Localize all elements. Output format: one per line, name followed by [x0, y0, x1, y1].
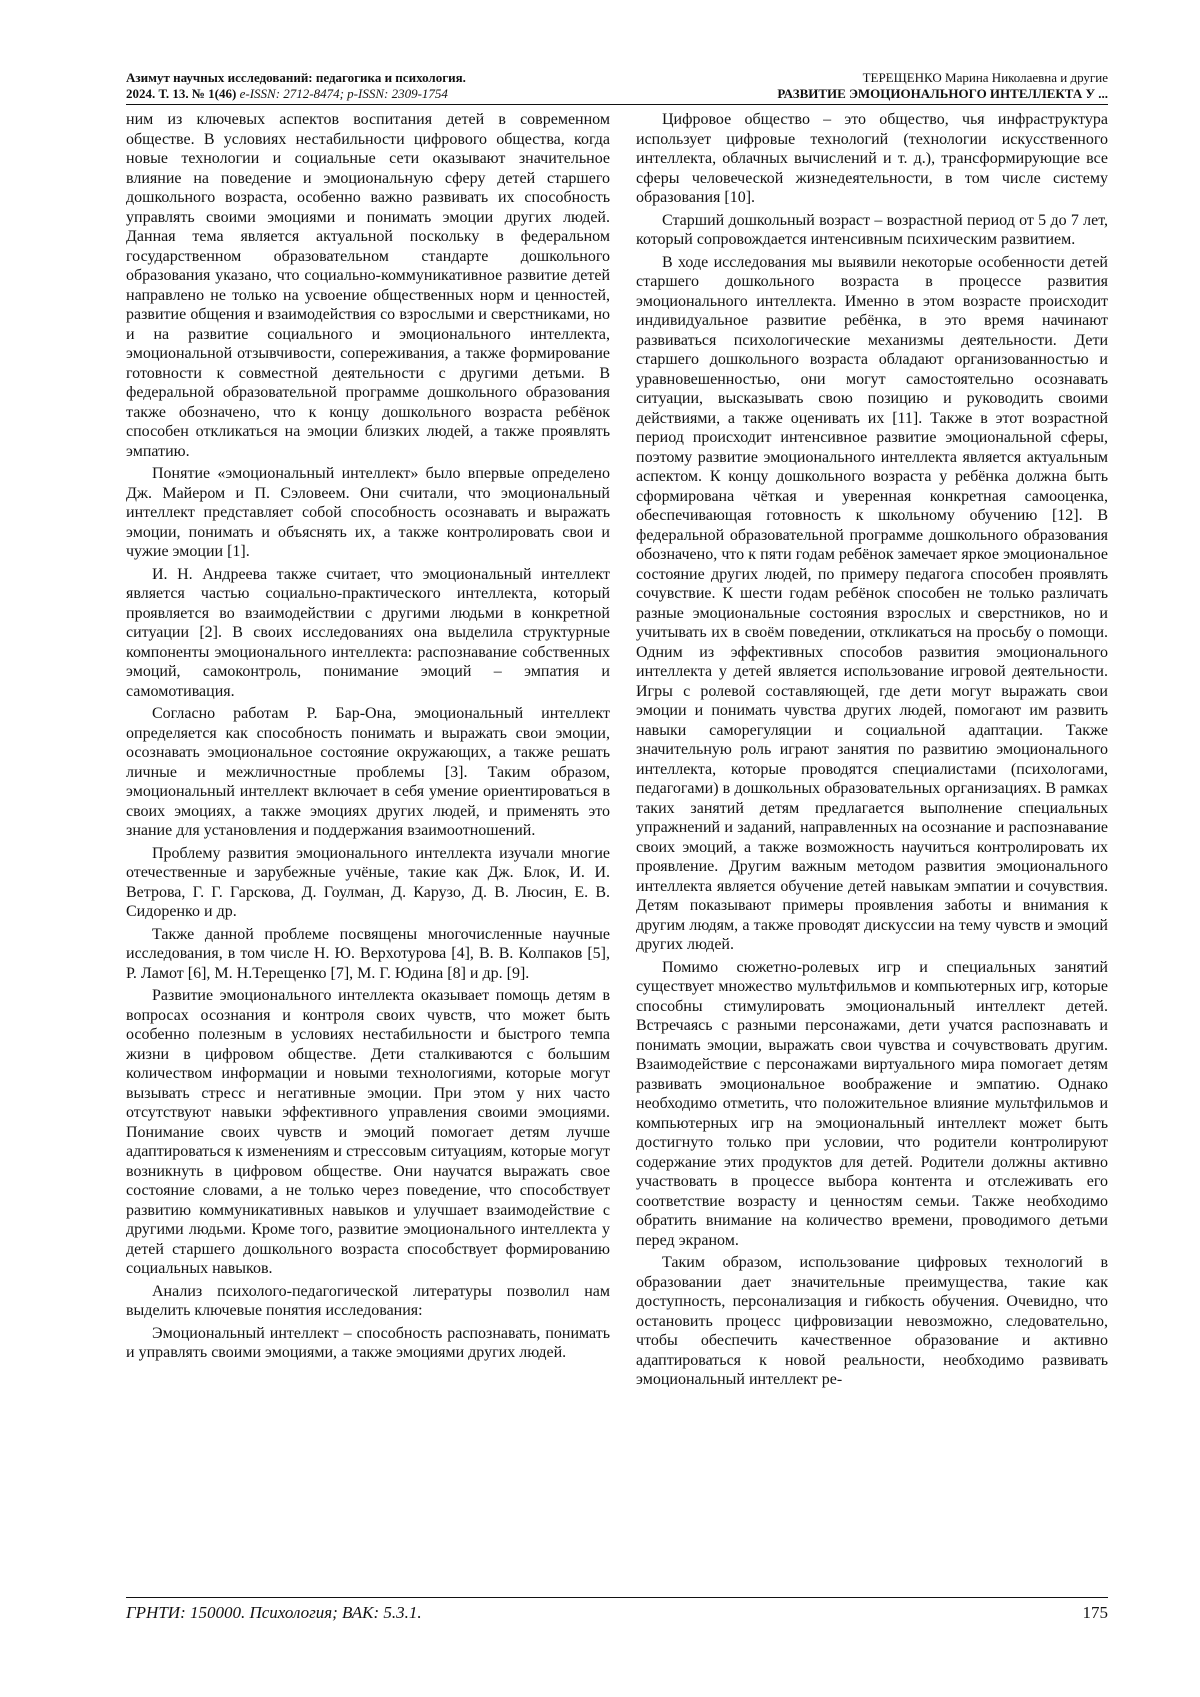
- running-header: [126, 70, 1108, 104]
- paragraph: В ходе исследования мы выявили некоторые особенности детей старшего дошкольного возраста в процессе развития эмоционального интеллекта. Именно в этом возрасте происходит индивидуальное развитие ребёнка, в это время начинают развиваться психологические механизмы деятельности. Дети старшего дошкольного возраста обладают организованностью и уравновешенностью, они могут самостоятельно осознавать ситуации, высказывать свою позицию и руководить своими действиями, а также оценивать их [11]. Также в этот возрастной период происходит интенсивное развитие эмоциональной сферы, поэтому развитие эмоционального интеллекта является актуальным аспектом. К концу дошкольного возраста у ребёнка должна быть сформирована чёткая и уверенная конкретная самооценка, обеспечивающая готовность к школьному обучению [12]. В федеральной образовательной программе дошкольного образования обозначено, что к пяти годам ребёнок замечает яркое эмоциональное состояние других людей, по примеру педагога способен проявлять сочувствие. К шести годам ребёнок способен не только различать разные эмоциональные состояния взрослых и сверстников, но и учитывать их в своём поведении, откликаться на просьбу о помощи. Одним из эффективных способов развития эмоционального интеллекта у детей является использование игровой деятельности. Игры с ролевой составляющей, где дети могут выражать свои эмоции и понимать чувства других людей, помогают им развить навыки саморегуляции и социальной адаптации. Также значительную роль играют занятия по развитию эмоционального интеллекта, которые проводятся специалистами (психологами, педагогами) в дошкольных образовательных организациях. В рамках таких занятий детям предлагается выполнение специальных упражнений и заданий, направленных на осознание и распознавание своих эмоций, а также возможность научиться контролировать их проявление. Другим важным методом развития эмоционального интеллекта является обучение детей навыкам эмпатии и сочувствия. Детям показывают примеры проявления заботы и внимания к другим людям, а также проводят дискуссии на тему чувств и эмоций других людей.: [636, 253, 1108, 953]
- paragraph: Таким образом, использование цифровых технологий в образовании дает значительные преимущества, такие как доступность, персонализация и гибкость обучения. Очевидно, что остановить процесс цифровизации невозможно, следовательно, чтобы обеспечить качественное образование и активно адаптироваться к новой реальности, необходимо развивать эмоциональный интеллект ре-: [636, 1254, 1108, 1388]
- header-journal-info: [126, 70, 466, 102]
- paragraph: ним из ключевых аспектов воспитания детей в современном обществе. В условиях нестабильности цифрового общества, когда новые технологии и социальные сети оказывают значительное влияние на поведение и эмоциональную сферу детей старшего дошкольного возраста, особенно важно развивать их способность управлять своими эмоциями и понимать эмоции других людей. Данная тема является актуальной поскольку в федеральном государственном образовательном стандарте дошкольного образования указано, что социально-коммуникативное развитие детей направлено не только на усвоение общественных норм и ценностей, развитие общения и взаимодействия со взрослыми и сверстниками, но и на развитие социального и эмоционального интеллекта, эмоциональной отзывчивости, сопереживания, а также формирование готовности к совместной деятельности с другими детьми. В федеральной образовательной программе дошкольного образования также обозначено, что к концу дошкольного возраста ребёнок способен откликаться на эмоции близких людей, а также проявлять эмпатию.: [126, 111, 610, 460]
- header-article-info: [777, 70, 1108, 102]
- paragraph: Понятие «эмоциональный интеллект» было впервые определено Дж. Майером и П. Сэловеем. Они считали, что эмоциональный интеллект представляет собой способность осознавать и выражать эмоции, понимать и объяснять их, а также контролировать свои и чужие эмоции [1].: [126, 465, 610, 560]
- paragraph: Старший дошкольный возраст – возрастной период от 5 до 7 лет, который сопровождается интенсивным психическим развитием.: [636, 211, 1108, 248]
- journal-title: Азимут научных исследований: педагогика и психология.: [126, 70, 466, 85]
- footer-divider: [126, 1597, 1108, 1598]
- journal-issue-line: [126, 86, 466, 102]
- paragraph: Эмоциональный интеллект – способность распознавать, понимать и управлять своими эмоциями, а также эмоциями других людей.: [126, 1324, 610, 1361]
- paragraph: Согласно работам Р. Бар-Она, эмоциональный интеллект определяется как способность понимать и выражать свои эмоции, осознавать эмоциональное состояние окружающих, а также решать личные и межличностные проблемы [3]. Таким образом, эмоциональный интеллект включает в себя умение ориентироваться в своих эмоциях, а также эмоциях других людей, и применять это знание для установления и поддержания взаимоотношений.: [126, 705, 610, 839]
- footer-classification: ГРНТИ: 150000. Психология; ВАК: 5.3.1.: [126, 1603, 422, 1622]
- article-authors: ТЕРЕЩЕНКО Марина Николаевна и другие: [862, 70, 1108, 85]
- right-column: [636, 110, 1108, 1592]
- page-number: 175: [1082, 1603, 1108, 1622]
- paragraph: И. Н. Андреева также считает, что эмоциональный интеллект является частью социально-практического интеллекта, который проявляется во взаимодействии с другими людьми в конкретной ситуации [2]. В своих исследованиях она выделила структурные компоненты эмоционального интеллекта: распознавание собственных эмоций, самоконтроль, понимание эмоций – эмпатия и самомотивация.: [126, 565, 610, 700]
- journal-issue: 2024. Т. 13. № 1(46): [126, 86, 237, 101]
- journal-issn: e-ISSN: 2712-8474; p-ISSN: 2309-1754: [239, 86, 448, 101]
- paragraph: Цифровое общество – это общество, чья инфраструктура использует цифровые технологий (технологии искусственного интеллекта, облачных вычислений и т. д.), трансформирующие все сферы человеческой жизнедеятельности, в том числе систему образования [10].: [636, 111, 1108, 206]
- article-title: РАЗВИТИЕ ЭМОЦИОНАЛЬНОГО ИНТЕЛЛЕКТА У ...: [777, 86, 1108, 101]
- paragraph: Также данной проблеме посвящены многочисленные научные исследования, в том числе Н. Ю. Верхотурова [4], В. В. Колпаков [5], Р. Ламот [6], М. Н.Терещенко [7], М. Г. Юдина [8] и др. [9].: [126, 925, 610, 982]
- paragraph: Анализ психолого-педагогической литературы позволил нам выделить ключевые понятия исследования:: [126, 1282, 610, 1319]
- left-column: [126, 110, 610, 1592]
- page-footer: [126, 1602, 1108, 1626]
- paragraph: Проблему развития эмоционального интеллекта изучали многие отечественные и зарубежные учёные, такие как Дж. Блок, И. И. Ветрова, Г. Г. Гарскова, Д. Гоулман, Д. Карузо, Д. В. Люсин, Е. В. Сидоренко и др.: [126, 844, 610, 920]
- header-divider: [126, 104, 1108, 105]
- paragraph: Помимо сюжетно-ролевых игр и специальных занятий существует множество мультфильмов и компьютерных игр, которые способны стимулировать эмоциональный интеллект детей. Встречаясь с разными персонажами, дети учатся распознавать и понимать эмоции, выражать свои чувства и сочувствовать другим. Взаимодействие с персонажами виртуального мира помогает детям развивать эмоциональное воображение и эмпатию. Однако необходимо отметить, что положительное влияние мультфильмов и компьютерных игр на эмоциональный интеллект может быть достигнуто только при условии, что родители контролируют содержание этих продуктов для детей. Родители должны активно участвовать в процессе выбора контента и отслеживать его соответствие возрасту и ценностям семьи. Также необходимо обратить внимание на количество времени, проводимого детьми перед экраном.: [636, 958, 1108, 1249]
- paragraph: Развитие эмоционального интеллекта оказывает помощь детям в вопросах осознания и контроля своих чувств, что может быть особенно полезным в условиях нестабильности и быстрого темпа жизни в цифровом обществе. Дети сталкиваются с большим количеством информации и новыми технологиями, которые могут вызывать стресс и негативные эмоции. При этом у них часто отсутствуют навыки эффективного управления своими эмоциями. Понимание своих чувств и эмоций помогает детям лучше адаптироваться к изменениям и стрессовым ситуациям, которые могут возникнуть в цифровом обществе. Они научатся выражать свое состояние словами, а не только через поведение, что способствует развитию коммуникативных навыков и улучшает взаимодействие с другими людьми. Кроме того, развитие эмоционального интеллекта у детей старшего дошкольного возраста способствует формированию социальных навыков.: [126, 987, 610, 1277]
